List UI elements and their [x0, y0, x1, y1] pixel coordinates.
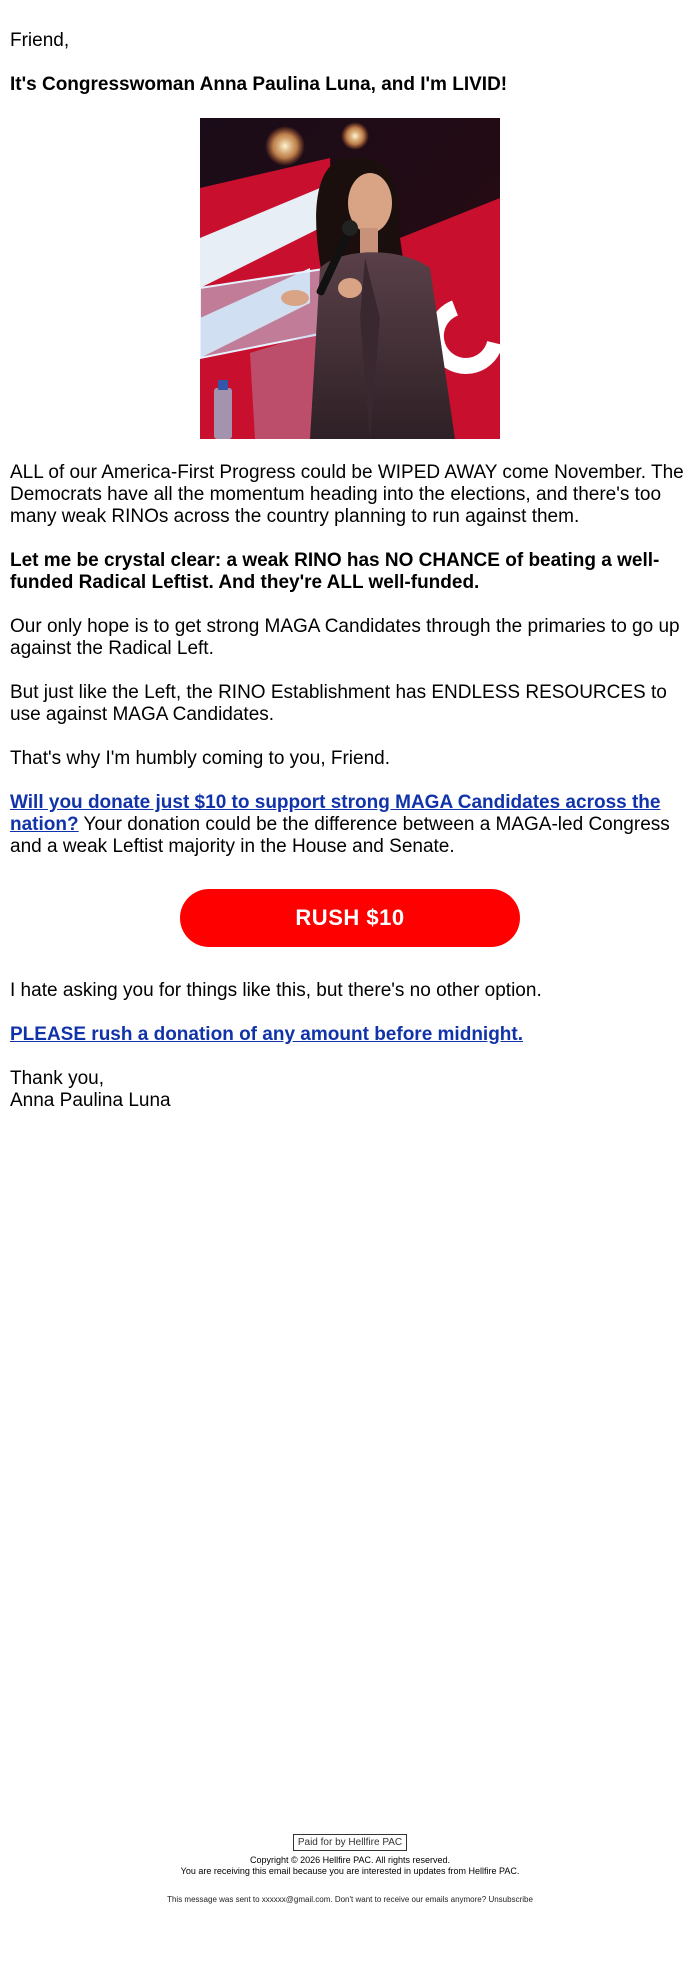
paragraph-hate-asking: I hate asking you for things like this, but there's no other option.: [10, 980, 542, 1001]
paid-for-disclaimer: Paid for by Hellfire PAC: [293, 1834, 407, 1851]
rush-donation-link[interactable]: PLEASE rush a donation of any amount before midnight.: [10, 1024, 524, 1045]
signature: Anna Paulina Luna: [10, 1090, 171, 1111]
sent-to-text: This message was sent to xxxxxx@gmail.com. Don't want to receive our emails anymore?: [167, 1895, 487, 1904]
paragraph-donate-ask: [10, 792, 690, 858]
paragraph-only-hope: Our only hope is to get strong MAGA Candidates through the primaries to go up against the Radical Left.: [10, 616, 680, 659]
greeting: Friend,: [10, 30, 70, 51]
speaker-photo-illustration: [200, 118, 500, 439]
paragraph-rino-establishment: But just like the Left, the RINO Establishment has ENDLESS RESOURCES to use against MAGA Candidates.: [10, 682, 667, 725]
subscription-reason: You are receiving this email because you are interested in updates from Hellfire PAC.: [180, 1866, 520, 1876]
paragraph-momentum: ALL of our America-First Progress could be WIPED AWAY come November. The Democrats have all the momentum heading into the elections, and there's too many weak RINOs across the country planning to run against them.: [10, 462, 684, 527]
speaker-photo: [200, 118, 500, 439]
intro-heading: It's Congresswoman Anna Paulina Luna, and I'm LIVID!: [10, 74, 508, 95]
paragraph-rush-link: [10, 1024, 523, 1046]
copyright-text: Copyright © 2026 Hellfire PAC. All rights reserved.: [249, 1855, 451, 1865]
unsubscribe-link[interactable]: Unsubscribe: [488, 1895, 533, 1904]
paragraph-humbly: That's why I'm humbly coming to you, Friend.: [10, 748, 391, 769]
sent-to-notice: [0, 1895, 700, 1904]
donate-ask-text: Your donation could be the difference between a MAGA-led Congress and a weak Leftist majority in the House and Senate.: [10, 814, 670, 857]
paragraph-crystal-clear: Let me be crystal clear: a weak RINO has NO CHANCE of beating a well-funded Radical Leftist. And they're ALL well-funded.: [10, 550, 660, 593]
donate-10-link[interactable]: Will you donate just $10 to support strong MAGA Candidates across the nation?: [10, 792, 661, 835]
footer: [0, 1832, 700, 1904]
rush-10-donate-button[interactable]: RUSH $10: [180, 889, 520, 947]
signoff: Thank you,: [10, 1068, 104, 1089]
